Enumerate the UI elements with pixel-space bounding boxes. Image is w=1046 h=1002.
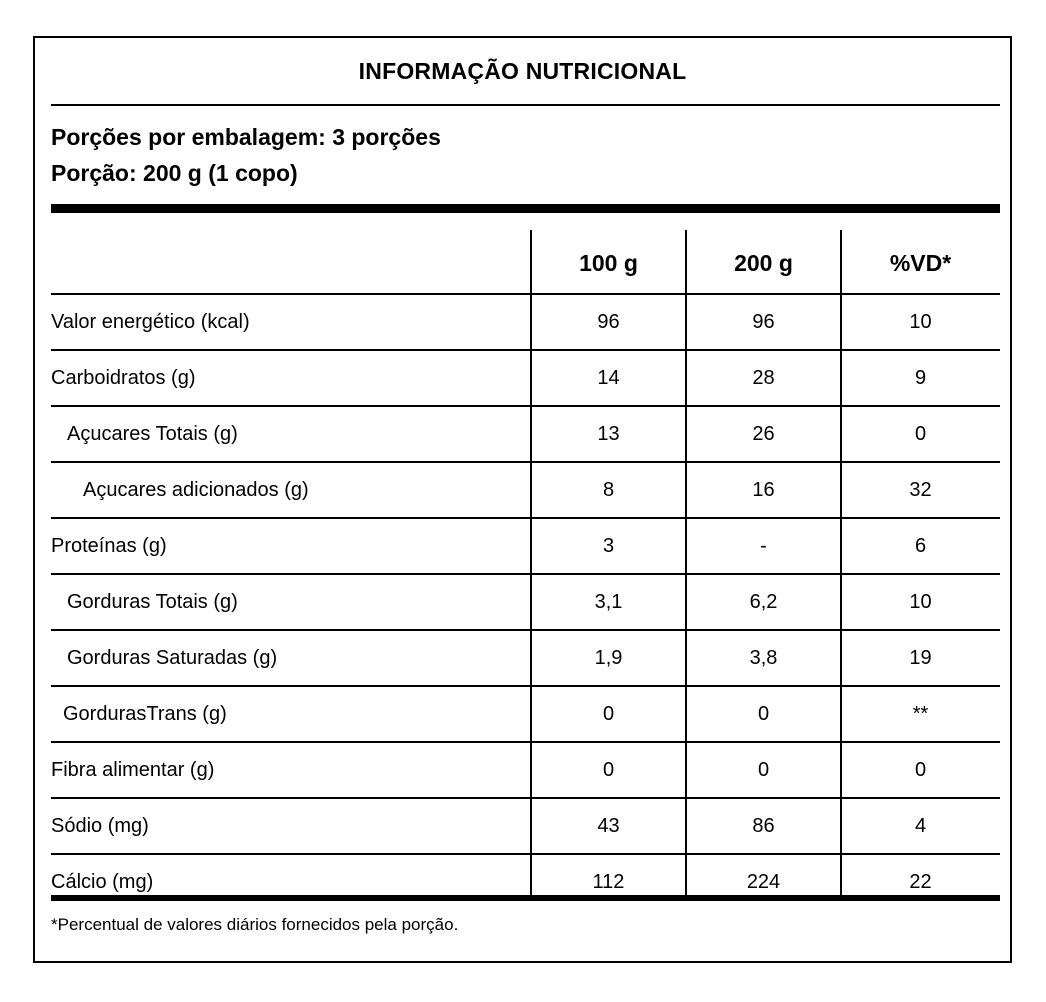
column-divider-3 — [840, 230, 842, 896]
value-100g: 3 — [602, 534, 615, 557]
value-200g: 26 — [752, 422, 775, 445]
nutrient-label: Açucares adicionados (g) — [83, 478, 309, 501]
value-200g: 6,2 — [749, 590, 778, 613]
nutrient-label: Gorduras Saturadas (g) — [67, 646, 278, 669]
thick-divider-top — [51, 204, 1000, 213]
nutrient-label: Cálcio (mg) — [51, 870, 154, 893]
value-200g: - — [760, 534, 767, 557]
nutrient-label: Sódio (mg) — [51, 814, 149, 837]
value-200g: 28 — [752, 366, 775, 389]
value-vd: 0 — [914, 758, 927, 781]
value-100g: 0 — [602, 758, 615, 781]
value-100g: 8 — [602, 478, 615, 501]
value-vd: 0 — [914, 422, 927, 445]
value-200g: 0 — [757, 758, 770, 781]
nutrient-label: GordurasTrans (g) — [63, 702, 227, 725]
value-200g: 3,8 — [749, 646, 778, 669]
title-divider — [51, 104, 1000, 106]
header-label-cell — [51, 230, 531, 295]
value-100g: 3,1 — [594, 590, 623, 613]
column-header-200g: 200 g — [734, 250, 793, 276]
value-vd: 6 — [914, 534, 927, 557]
nutrient-label: Fibra alimentar (g) — [51, 758, 215, 781]
table-row — [51, 687, 1000, 743]
column-divider-2 — [685, 230, 687, 896]
value-vd: 32 — [909, 478, 932, 501]
value-vd: 19 — [909, 646, 932, 669]
column-header-vd: %VD* — [889, 250, 952, 276]
value-100g: 14 — [597, 366, 620, 389]
value-100g: 0 — [602, 702, 615, 725]
table-row — [51, 295, 1000, 351]
value-100g: 112 — [592, 870, 625, 893]
value-200g: 96 — [752, 310, 775, 333]
value-vd: 4 — [914, 814, 927, 837]
value-vd: 10 — [909, 310, 932, 333]
value-100g: 96 — [597, 310, 620, 333]
table-row — [51, 463, 1000, 519]
nutrient-label: Gorduras Totais (g) — [67, 590, 238, 613]
nutrition-facts-panel — [33, 36, 1012, 963]
value-200g: 0 — [757, 702, 770, 725]
value-100g: 13 — [597, 422, 620, 445]
value-vd: 22 — [909, 870, 932, 893]
table-row — [51, 519, 1000, 575]
value-200g: 224 — [746, 870, 781, 893]
column-divider-1 — [530, 230, 532, 896]
nutrient-label: Açucares Totais (g) — [67, 422, 238, 445]
serving-size: Porção: 200 g (1 copo) — [51, 160, 298, 186]
table-row — [51, 351, 1000, 407]
value-vd: 10 — [909, 590, 932, 613]
table-row — [51, 631, 1000, 687]
thick-divider-bottom — [51, 895, 1000, 901]
value-200g: 86 — [752, 814, 775, 837]
value-100g: 1,9 — [594, 646, 623, 669]
servings-per-package: Porções por embalagem: 3 porções — [51, 124, 441, 150]
value-vd: ** — [912, 702, 929, 725]
footnote: *Percentual de valores diários fornecidos pela porção. — [51, 915, 459, 934]
table-row — [51, 575, 1000, 631]
nutrient-label: Proteínas (g) — [51, 534, 167, 557]
value-100g: 43 — [597, 814, 620, 837]
nutrition-title: INFORMAÇÃO NUTRICIONAL — [358, 58, 687, 84]
table-row — [51, 407, 1000, 463]
table-header-row — [51, 230, 1000, 295]
table-row — [51, 743, 1000, 799]
table-row — [51, 799, 1000, 855]
nutrient-label: Carboidratos (g) — [51, 366, 196, 389]
value-200g: 16 — [752, 478, 775, 501]
nutrient-label: Valor energético (kcal) — [51, 310, 250, 333]
value-vd: 9 — [914, 366, 927, 389]
column-header-100g: 100 g — [579, 250, 638, 276]
nutrition-table — [51, 230, 1000, 909]
